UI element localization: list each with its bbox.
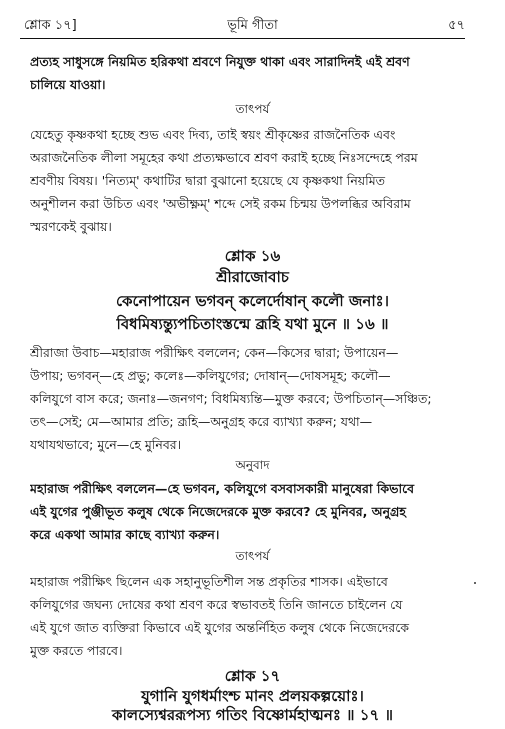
purport-line: অরাজনৈতিক লীলা সমূহের কথা প্রত্যক্ষভাবে শ্রবণ করাই হচ্ছে নিঃসন্দেহে পরম: [30, 150, 418, 165]
synonyms-line: শ্রীরাজা উবাচ—মহারাজ পরীক্ষিৎ বললেন; কেন—কিসের দ্বারা; উপায়েন—: [30, 345, 399, 360]
purport-line: অনুশীলন করা উচিত এবং 'অভীক্ষ্ণম্' শব্দে সেই রকম চিন্ময় উপলব্ধির অবিরাম: [30, 196, 411, 211]
verse-title: শ্লোক ১৭: [224, 667, 281, 685]
intro-line: চালিয়ে যাওয়া।: [30, 77, 106, 92]
purport-line: এই যুগে জাত ব্যক্তিরা কিভাবে এই যুগের অন্তর্নিহিত কলুষ থেকে নিজেদেরকে: [30, 620, 410, 635]
translation-label: অনুবাদ: [235, 458, 270, 472]
purport-line: শ্রবণীয় বিষয়। 'নিত্যম্' কথাটির দ্বারা বুঝানো হয়েছে যে কৃষ্ণকথা নিয়মিত: [30, 173, 386, 188]
purport-line: মহারাজ পরীক্ষিৎ ছিলেন এক সহানুভূতিশীল সন্ত প্রকৃতির শাসক। এইভাবে: [30, 574, 388, 589]
verse-line: কালস্যেশ্বররূপস্য গতিং বিষ্ণোর্মহাত্মনঃ ॥ ১৭ ॥: [112, 706, 393, 724]
verse-line: বিধমিষ্যন্ত্যুপচিতাংস্তন্মে ব্রূহি যথা মুনে ॥ ১৬ ॥: [116, 315, 389, 333]
purport-label: তাৎপর্য: [235, 102, 270, 116]
ink-speck: [474, 582, 476, 584]
synonyms-line: তৎ—সেই; মে—আমার প্রতি; ব্রূহি—অনুগ্রহ করে ব্যাখ্যা করুন; যথা—: [30, 414, 373, 429]
verse-speaker: শ্রীরাজোবাচ: [216, 268, 289, 286]
verse-title: শ্লোক ১৬: [224, 247, 281, 265]
translation-line: করে একথা আমার কাছে ব্যাখ্যা করুন।: [30, 527, 220, 542]
translation-line: মহারাজ পরীক্ষিৎ বললেন—হে ভগবন, কলিযুগে বসবাসকারী মানুষেরা কিভাবে: [30, 481, 415, 496]
verse-line: যুগানি যুগধর্মাংশ্চ মানং প্রলয়কল্পয়োঃ।: [141, 687, 364, 705]
purport-line: মুক্ত করতে পারবে।: [30, 643, 123, 658]
intro-line: প্রত্যহ সাধুসঙ্গে নিয়মিত হরিকথা শ্রবণে নিযুক্ত থাকা এবং সারাদিনই এই শ্রবণ: [30, 54, 410, 69]
purport-line: যেহেতু কৃষ্ণকথা হচ্ছে শুভ এবং দিব্য, তাই স্বয়ং শ্রীকৃষ্ণের রাজনৈতিক এবং: [30, 127, 396, 142]
verse-line: কেনোপায়েন ভগবন্ কলের্দোষান্ কলৌ জনাঃ।: [115, 292, 390, 310]
synonyms-line: যথাযথভাবে; মুনে—হে মুনিবর।: [30, 437, 182, 452]
purport-line: স্মরণকেই বুঝায়।: [30, 219, 112, 234]
header-verse-ref: শ্লোক ১৭]: [24, 18, 77, 33]
header-page-number: ৫৭: [448, 18, 465, 33]
translation-line: এই যুগের পুঞ্জীভূত কলুষ থেকে নিজেদেরকে মুক্ত করবে? হে মুনিবর, অনুগ্রহ: [30, 504, 406, 519]
header-rule: [20, 38, 465, 39]
purport-label: তাৎপর্য: [235, 549, 270, 563]
purport-line: কলিযুগের জঘন্য দোষের কথা শ্রবণ করে স্বভাবতই তিনি জানতে চাইলেন যে: [30, 597, 403, 612]
synonyms-line: উপায়; ভগবন্—হে প্রভু; কলেঃ—কলিযুগের; দোষান্—দোষসমূহ; কলৌ—: [30, 368, 391, 383]
synonyms-line: কলিযুগে বাস করে; জনাঃ—জনগণ; বিধমিষ্যন্তি—মুক্ত করবে; উপচিতান্—সঞ্চিত;: [30, 391, 432, 406]
header-book-title: ভূমি গীতা: [227, 18, 278, 33]
